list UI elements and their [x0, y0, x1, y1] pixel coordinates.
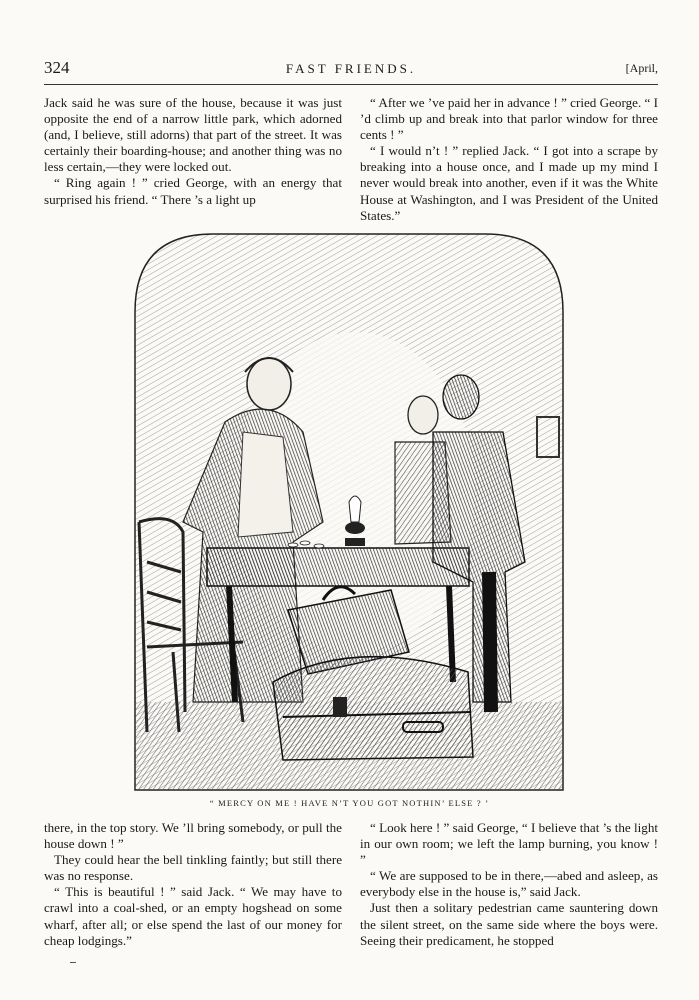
- paragraph: “ We are supposed to be in there,—abed and asleep, as everybody else in the house is,” said Jack.: [360, 868, 658, 900]
- header-rule: [44, 84, 658, 85]
- trunk: [273, 657, 473, 760]
- paragraph: They could hear the bell tinkling faintly; but still there was no response.: [44, 852, 342, 884]
- paragraph: “ I would n’t ! ” replied Jack. “ I got into a scrape by breaking into a house once, and I made up my mind I never would break into another, even if it was the White House at Washington, and I was President of the United States.”: [360, 143, 658, 223]
- paragraph: there, in the top story. We ’ll bring somebody, or pull the house down ! ”: [44, 820, 342, 852]
- page-number: 324: [44, 58, 70, 77]
- running-title: FAST FRIENDS.: [285, 61, 417, 76]
- engraving-svg: [133, 232, 565, 792]
- engraving-illustration: [133, 232, 565, 792]
- paragraph: Jack said he was sure of the house, because it was just opposite the end of a narrow little park, which adorned (and, I believe, still adorns) that part of the street. It was certainly their boarding-house; and another thing was no less certain,—they were locked out.: [44, 95, 342, 175]
- top-left-column: [44, 95, 342, 208]
- paragraph: Just then a solitary pedestrian came sauntering down the silent street, on the same side where the boys were. Seeing their predicament, he stopped: [360, 900, 658, 948]
- illustration-caption: “ MERCY ON ME ! HAVE N’T YOU GOT NOTHIN’ ELSE ? ’: [209, 798, 490, 808]
- paragraph: “ This is beautiful ! ” said Jack. “ We may have to crawl into a coal-shed, or an empty hogshead on some wharf, after all; or else spend the last of our money for cheap lodgings.”: [44, 884, 342, 948]
- paragraph: “ Ring again ! ” cried George, with an energy that surprised his friend. “ There ’s a light up: [44, 175, 342, 207]
- page-header: [44, 58, 658, 82]
- month-label: [April,: [625, 61, 658, 75]
- paragraph: “ Look here ! ” said George, “ I believe that ’s the light in our own room; we left the lamp burning, you know ! ”: [360, 820, 658, 868]
- bottom-left-column: [44, 820, 342, 949]
- paragraph: “ After we ’ve paid her in advance ! ” cried George. “ I ’d climb up and break into that parlor window for three cents ! ”: [360, 95, 658, 143]
- top-right-column: [360, 95, 658, 224]
- stray-mark: [70, 962, 76, 963]
- bottom-right-column: [360, 820, 658, 949]
